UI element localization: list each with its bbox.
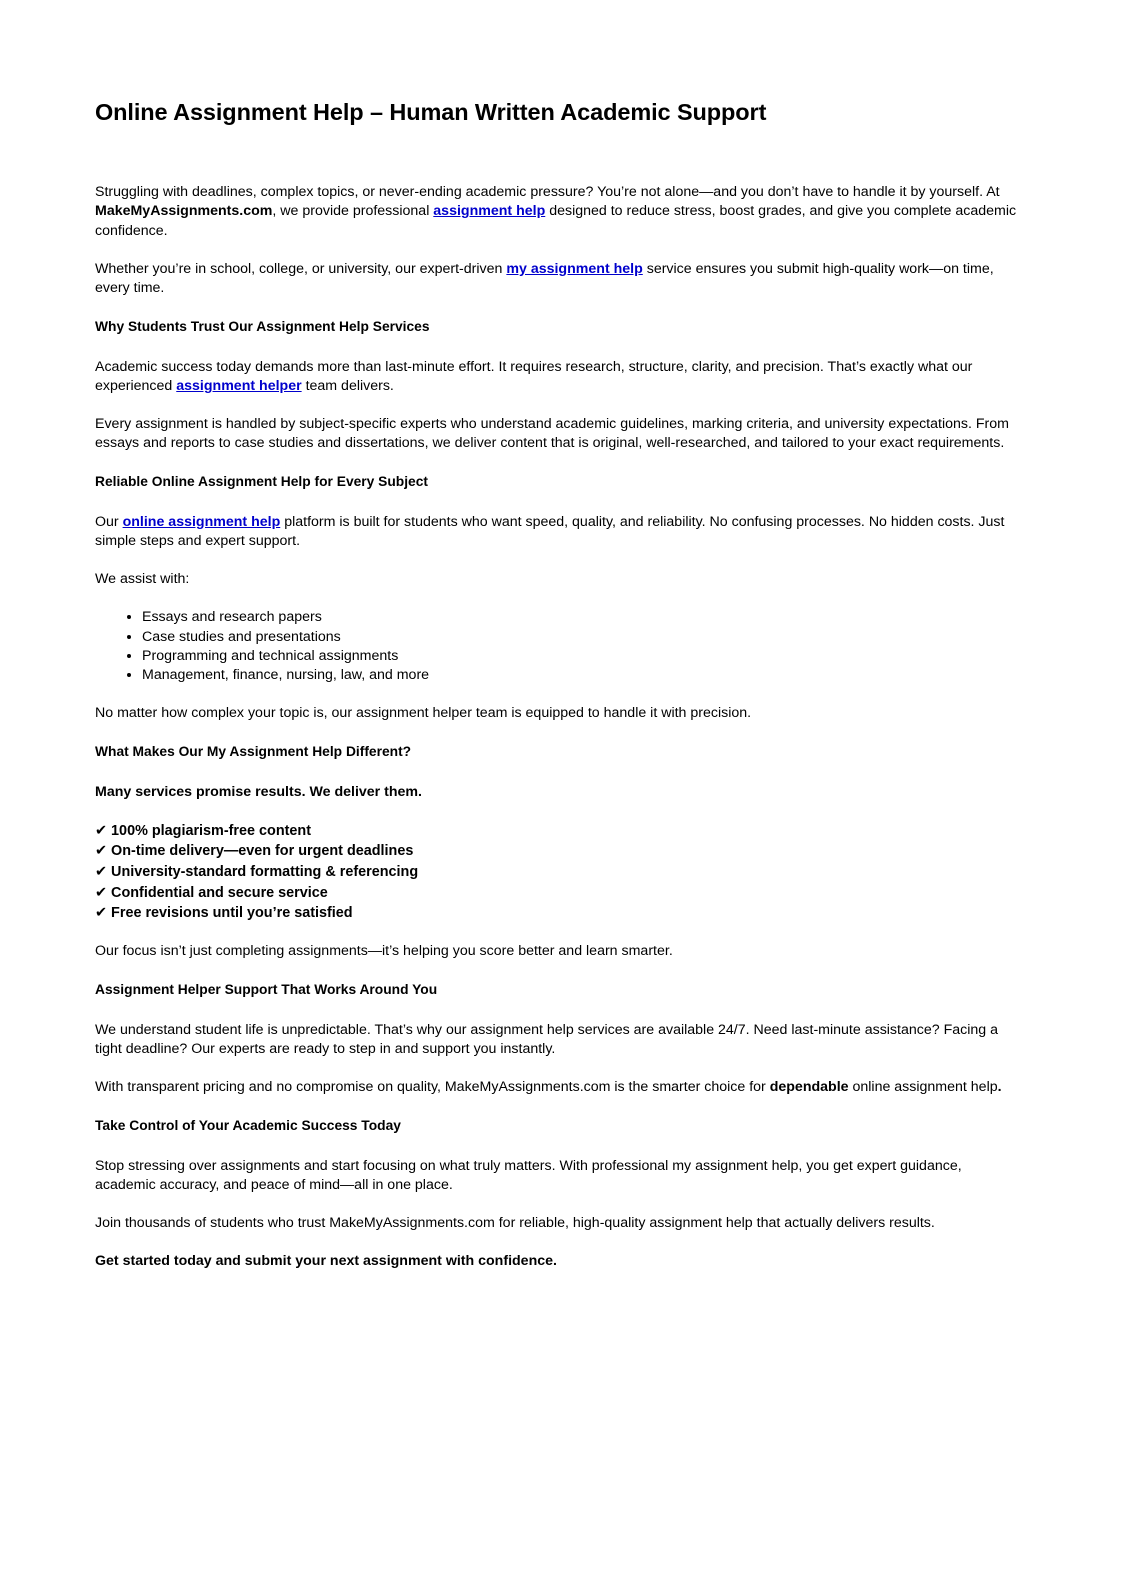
section5-paragraph-2: Join thousands of students who trust MakeMyAssignments.com for reliable, high-quality assignment help that actually delivers results. — [95, 1215, 935, 1232]
section2-text-2: platform is built for students who want speed, quality, and reliability. No confusing processes. No hidden costs. Just simple steps and expert support. — [95, 513, 1005, 550]
section4-paragraph-2 — [95, 1078, 1020, 1097]
section2-closing: No matter how complex your topic is, our assignment helper team is equipped to handle it with precision. — [95, 705, 752, 722]
my-assignment-help-link[interactable]: my assignment help — [506, 260, 643, 277]
page-title: Online Assignment Help – Human Written Academic Support — [95, 99, 767, 125]
section1-text-2: team delivers. — [301, 378, 394, 395]
check-item: ✔ Confidential and secure service — [95, 884, 328, 901]
list-item: • Case studies and presentations — [142, 628, 1020, 647]
assist-intro: We assist with: — [95, 571, 190, 588]
benefit-checklist — [95, 821, 1020, 924]
section4-bold-word: dependable — [769, 1079, 849, 1096]
section1-paragraph-2: Every assignment is handled by subject-specific experts who understand academic guidelines, marking criteria, and university expectations. From essays and reports to case studies and dissertations, we deliver content that is original, well-researched, and tailored to your exact requirements. — [95, 416, 1009, 452]
section4-text-2: online assignment help — [848, 1079, 998, 1096]
online-assignment-help-link[interactable]: online assignment help — [122, 513, 281, 530]
section-heading-reliable: Reliable Online Assignment Help for Every Subject — [95, 474, 428, 490]
paragraph-2 — [95, 260, 1020, 299]
document-page — [95, 95, 1020, 1271]
section-heading-different: What Makes Our My Assignment Help Different? — [95, 744, 412, 760]
list-item: • Management, finance, nursing, law, and more — [142, 666, 1020, 685]
section2-paragraph-1 — [95, 513, 1020, 552]
section2-text-1: Our — [95, 513, 123, 530]
check-item: ✔ Free revisions until you’re satisfied — [95, 905, 353, 922]
section3-closing: Our focus isn’t just completing assignments—it’s helping you score better and learn smarter. — [95, 943, 673, 960]
section1-text-1: Academic success today demands more than last-minute effort. It requires research, structure, clarity, and precision. That’s exactly what our experienced — [95, 358, 973, 395]
para2-text-2: service ensures you submit high-quality work—on time, every time. — [95, 260, 994, 297]
section4-period: . — [997, 1079, 1002, 1096]
assignment-helper-link[interactable]: assignment helper — [176, 378, 302, 395]
section-heading-take-control: Take Control of Your Academic Success Today — [95, 1118, 401, 1134]
check-item: ✔ University-standard formatting & referencing — [95, 864, 419, 881]
section4-paragraph-1: We understand student life is unpredictable. That’s why our assignment help services are available 24/7. Need last-minute assistance? Facing a tight deadline? Our experts are ready to step in and support you instantly. — [95, 1021, 998, 1058]
list-item: • Essays and research papers — [142, 608, 1020, 627]
para2-text-1: Whether you’re in school, college, or university, our expert-driven — [95, 260, 507, 277]
intro-text-1: Struggling with deadlines, complex topics, or never-ending academic pressure? You’re not alone—and you don’t have to handle it by yourself. At — [95, 184, 1000, 200]
assignment-help-link[interactable]: assignment help — [433, 203, 546, 220]
section1-paragraph-1 — [95, 358, 1020, 397]
intro-text-2: , we provide professional — [272, 203, 434, 220]
section4-text-1: With transparent pricing and no compromise on quality, MakeMyAssignments.com is the smarter choice for — [95, 1079, 770, 1096]
subject-list — [95, 608, 1020, 686]
brand-name: MakeMyAssignments.com — [95, 203, 273, 220]
section3-subheading: Many services promise results. We deliver them. — [95, 783, 422, 800]
check-item: ✔ 100% plagiarism-free content — [95, 822, 311, 839]
call-to-action: Get started today and submit your next assignment with confidence. — [95, 1253, 557, 1270]
intro-paragraph — [95, 183, 1020, 241]
intro-text-3: designed to reduce stress, boost grades, and give you complete academic confidence. — [95, 203, 1017, 239]
list-item: • Programming and technical assignments — [142, 647, 1020, 666]
check-item: ✔ On-time delivery—even for urgent deadlines — [95, 843, 414, 860]
section-heading-why-trust: Why Students Trust Our Assignment Help Services — [95, 319, 430, 335]
section-heading-support: Assignment Helper Support That Works Around You — [95, 982, 438, 998]
section5-paragraph-1: Stop stressing over assignments and start focusing on what truly matters. With professional my assignment help, you get expert guidance, academic accuracy, and peace of mind—all in one place. — [95, 1157, 962, 1194]
